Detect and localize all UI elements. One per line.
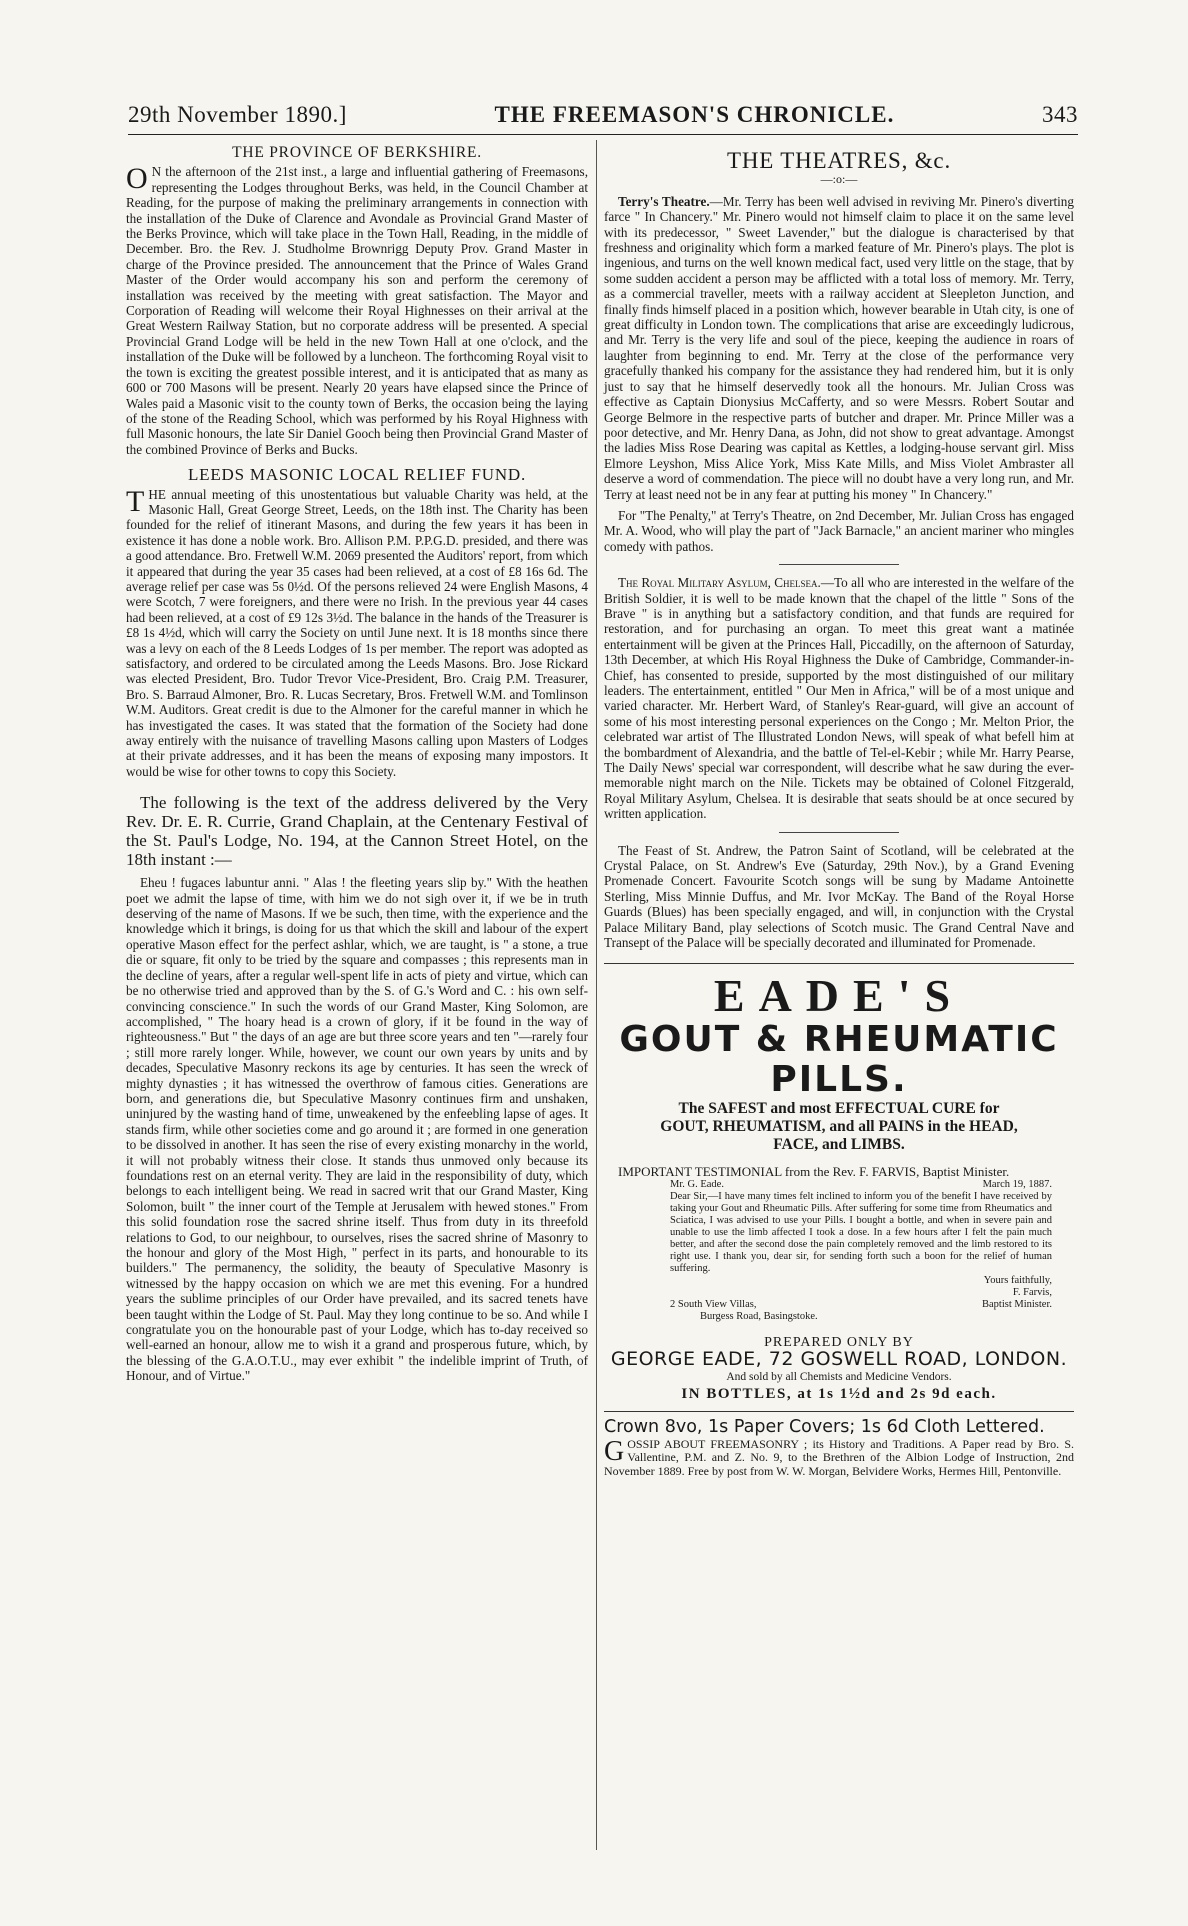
- asylum-body: —To all who are interested in the welfare of the British Soldier, it is well to be made known that the chapel of the little " Sons of the Brave " is in anything but a satisfactory condition, and that funds are required for restoration, and for purchasing an organ. To meet this great want a matinée entertainment will be given at the Princes Hall, Piccadilly, on the afternoon of Saturday, 13th December, at which His Royal Highness the Duke of Cambridge, Commander-in-Chief, has consented to preside, supported by the most distinguished of our military leaders. The entertainment, entitled " Our Men in Africa," will be of a most unique and varied character. Mr. Herbert Ward, of Stanley's Rear-guard, will give an account of some of his most interesting personal experiences on the Congo ; Mr. Melton Prior, the celebrated war artist of The Illustrated London News, will speak of what befell him at the bombardment of Alexandria, and the battle of Tel-el-Kebir ; while Mr. Harry Pearse, The Daily News' special war correspondent, will describe what he saw during the ever-memorable night march on the Nile. Tickets may be obtained of Colonel Fitzgerald, Royal Military Asylum, Chelsea. It is desirable that seats should be at once secured by written application.: [604, 575, 1074, 822]
- column-divider: [596, 140, 597, 1850]
- advert-top-rule: [604, 963, 1074, 964]
- advert-bottom-rule: [604, 1411, 1074, 1412]
- masthead-rule: [128, 134, 1078, 135]
- letter-address-2: Burgess Road, Basingstoke.: [700, 1310, 818, 1322]
- letter-address-1: 2 South View Villas,: [670, 1298, 757, 1310]
- leeds-article: [126, 467, 588, 779]
- address-intro: The following is the text of the address delivered by the Very Rev. Dr. E. R. Currie, Grand Chaplain, at the Centenary Festival of the St. Paul's Lodge, No. 194, at the Cannon Street Hotel, on the 18th instant :—: [126, 793, 588, 870]
- ad-tagline-3: FACE, and LIMBS.: [773, 1135, 905, 1153]
- ad-brand: EADE'S: [713, 969, 965, 1021]
- left-column: [126, 145, 588, 1384]
- eades-advert: [604, 969, 1074, 1403]
- st-andrew-body: The Feast of St. Andrew, the Patron Saint of Scotland, will be celebrated at the Crystal Palace, on St. Andrew's Eve (Saturday, 29th Nov.), by a Grand Evening Promenade Concert. Favourite Scotch songs will be sung by Madame Antoinette Sterling, Miss Minnie Duffus, and Mr. Ivor McKay. The Band of the Royal Horse Guards (Blues) has been specially engaged, and will, in conjunction with the Crystal Palace Military Band, play selections of Scotch music. The Grand Central Nave and Transept of the Palace will be specially decorated and illuminated for Promenade.: [604, 842, 1074, 951]
- letter-recipient: Mr. G. Eade.: [670, 1178, 724, 1190]
- right-column: [604, 145, 1074, 1478]
- letter-address-row: [670, 1299, 1052, 1311]
- address-article: [126, 793, 588, 1383]
- terry-lead: Terry's Theatre.: [618, 193, 710, 209]
- ad-tagline-1: The SAFEST and most EFFECTUAL CURE for: [678, 1099, 1000, 1117]
- ad-prepared: PREPARED ONLY BY: [764, 1334, 914, 1350]
- page-number: 343: [1041, 102, 1078, 127]
- letter-signature: F. Farvis,: [1012, 1286, 1052, 1298]
- letter-closing: Yours faithfully,: [983, 1274, 1052, 1286]
- gossip-body: GOSSIP ABOUT FREEMASONRY ; its History and Traditions. A Paper read by Bro. S. Vallentine, P.M. and Z. No. 9, to the Brethren of the Albion Lodge of Instruction, 2nd November 1889. Free by post from W. W. Morgan, Belvidere Works, Hermes Hill, Pentonville.: [604, 1435, 1074, 1478]
- theatres-heading: THE THEATRES, &c.: [727, 148, 951, 173]
- letter-header: [670, 1179, 1052, 1191]
- section-divider-2: [779, 832, 899, 833]
- ad-maker: GEORGE EADE, 72 GOSWELL ROAD, LONDON.: [610, 1348, 1068, 1371]
- letter-address-row-2: [700, 1311, 1052, 1323]
- terry-paragraph: [604, 194, 1074, 502]
- issue-date: 29th November 1890.]: [128, 102, 347, 127]
- ad-tagline-2: GOUT, RHEUMATISM, and all PAINS in the HEAD,: [660, 1117, 1018, 1135]
- penalty-paragraph: For "The Penalty," at Terry's Theatre, on 2nd December, Mr. Julian Cross has engaged Mr. A. Wood, who will play the part of "Jack Barnacle," an ancient mariner who mingles comedy with pathos.: [604, 507, 1074, 554]
- ad-bottles: IN BOTTLES, at 1s 1½d and 2s 9d each.: [681, 1386, 997, 1403]
- leeds-heading: LEEDS MASONIC LOCAL RELIEF FUND.: [187, 465, 527, 485]
- ad-sold: And sold by all Chemists and Medicine Vendors.: [726, 1370, 952, 1383]
- letter-body: Dear Sir,—I have many times felt inclined to inform you of the benefit I have received by taking your Gout and Rheumatic Pills. After suffering for some time from Rheumatics and Sciatica, I was advised to use your Pills. I bought a bottle, and when in severe pain and unable to use the limb affected I took a dose. In a few hours after I felt the pain much better, and after the second dose the pain completely removed and the limb restored to its right use. I thank you, dear sir, for sending forth such a boon for the relief of human suffering.: [670, 1190, 1052, 1274]
- letter-role: Baptist Minister.: [981, 1298, 1052, 1310]
- masthead: [128, 102, 1078, 134]
- berkshire-heading: THE PROVINCE OF BERKSHIRE.: [232, 144, 482, 161]
- address-body: Eheu ! fugaces labuntur anni. " Alas ! the fleeting years slip by." With the heathen poet we admit the lapse of time, with him we do not sigh over it, if we be in truth deserving of the name of Masons. If we be such, then time, with the experience and the knowledge which it brings, is doing for us that which the skill and labour of the expert operative Mason effect for the perfect ashlar, which, we are taught, is " a stone, a true die or square, fit only to be tried by the square and compasses ; this represents man in the decline of years, after a regular well-spent life in acts of piety and virtue, which can be no otherwise tried and approved than by the S. of G.'s Word and C. : his own self-convincing conscience." In such the words of our Grand Master, King Solomon, are accomplished, " The hoary head is a crown of glory, if it be found in the way of righteousness." But " the days of an age are but three score years and ten "—rarely four ; still more rarely longer. While, however, we count our own years by units and by decades, Speculative Masonry reckons its age by centuries. It has seen the wreck of mighty dynasties ; it has witnessed the overthrow of famous cities. Generations are born, and generations die, but Speculative Masonry continues firm and unshaken, uninjured by the wasting hand of time, unweakened by the enfeebling lapse of ages. It stands firm, while other societies come and go around it ; are formed in one generation to be dissolved in another. It has seen the rise of every existing monarchy in the world, it will not probably witness their close. It stands thus unmoved only because its foundations rest on an eternal verity. They are laid in the responsibility of duty, which belongs to each intelligent being. We read in sacred writ that our Grand Master, King Solomon, built " the inner court of the Temple at Jerusalem with hewed stones." From this solid foundation rose the sacred shrine itself. Thus from duty in its threefold relations to God, to our neighbour, to ourselves, rises the sacred shrine of Masonry to the honour and glory of the Most High, " perfect in its parts, and honourable to its builders." The permanency, the solidity, the beauty of Speculative Masonry is witnessed by the happy occasion on which we are met this evening. For a hundred years the sublime principles of our Order have prevailed, and its sacred tenets have been taught within the Lodge of St. Paul. May they long continue to be so. And while I congratulate you on the honourable past of your Lodge, which has to-day received so well-earned an honour, allow me to wish it a grand and prosperous future, which, by the blessing of the G.A.O.T.U., may ever exhibit " the indelible imprint of Truth, of Honour, and of Virtue.": [126, 875, 588, 1384]
- asylum-lead: The Royal Military Asylum, Chelsea.: [618, 575, 821, 591]
- publication-title: THE FREEMASON'S CHRONICLE.: [494, 102, 895, 127]
- theatres-separator: —:o:—: [820, 172, 858, 187]
- berkshire-article: [126, 145, 588, 457]
- st-andrew-article: [604, 843, 1074, 951]
- theatres-article: [604, 148, 1074, 554]
- terry-body: —Mr. Terry has been well advised in reviving Mr. Pinero's diverting farce " In Chancery." Mr. Pinero would not himself claim to place it on the same level with its predecessor, " Sweet Lavender," but the dialogue is characterised by that freshness and originality which form a marked feature of Mr. Pinero's plays. The plot is ingenious, and turns on the well known medical fact, used very little on the stage, that by some sudden accident a person may be afflicted with a total loss of memory. Mr. Terry, as a commercial traveller, meets with a railway accident at Sleepleton Junction, and finally finds himself placed in a position which, however bearable in Utah city, is one of great difficulty in London town. The complications that arise are exceedingly ludicrous, and Mr. Terry is the very life and soul of the piece, keeping the audience in roars of laughter from beginning to end. Mr. Terry at the close of the performance very gracefully thanked his company for the assistance they had rendered him, but it is only just to say that he himself deservedly took all the honours. Mr. Julian Cross was effective as Captain Dionysius McCafferty, and so were Messrs. Robert Soutar and George Belmore in the respective parts of butcher and draper. Mr. Prince Miller was a poor detective, and Mr. Henry Dana, as John, did not show to great advantage. Amongst the ladies Miss Rose Dearing was capital as Kettles, a lodging-house servant girl. Miss Elmore Leyshon, Miss Alice York, Miss Kate Mills, and Miss Violet Ambraster all deserve a word of commendation. The piece will no doubt have a very long run, and Mr. Terry at least need not be in any fear at putting his money " In Chancery.": [604, 193, 1074, 502]
- berkshire-body: ON the afternoon of the 21st inst., a large and influential gathering of Freemasons, representing the Lodges throughout Berks, was held, in the Council Chamber at Reading, for the purpose of making the preliminary arrangements in connection with the installation of the Duke of Clarence and Avondale as Provincial Grand Master of the Berks Province, which will take place in the Town Hall, Reading, in the middle of December. Bro. the Rev. J. Studholme Brownrigg Deputy Prov. Grand Master in charge of the Province presided. The announcement that the Prince of Wales Grand Master of the Order would accompany his son and perform the ceremony of installation was received by the meeting with great satisfaction. The Mayor and Corporation of Reading will welcome their Royal Highnesses on their arrival at the Great Western Railway Station, but no corporate address will be presented. A special Provincial Grand Lodge will be held in the new Town Hall at one o'clock, and the installation of the Duke will be followed by a luncheon. The forthcoming Royal visit to the town is exciting the greatest possible interest, and it is anticipated that as many as 600 or 700 Masons will be present. Nearly 20 years have elapsed since the Prince of Wales paid a Masonic visit to the county town of Berks, the occasion being the laying of the stone of the Reading School, which was performed by his Royal Highness with full Masonic honours, the late Sir Daniel Gooch being then Provincial Grand Master of the combined Province of Berks and Bucks.: [126, 162, 588, 457]
- asylum-paragraph: [604, 575, 1074, 822]
- section-divider-1: [779, 564, 899, 565]
- asylum-article: [604, 575, 1074, 822]
- testimonial-heading: IMPORTANT TESTIMONIAL from the Rev. F. FARVIS, Baptist Minister.: [618, 1163, 1010, 1179]
- gossip-advert: [604, 1416, 1074, 1479]
- ad-product: GOUT & RHEUMATIC PILLS.: [619, 1018, 1059, 1100]
- letter-date: March 19, 1887.: [982, 1178, 1052, 1190]
- gossip-price-line: Crown 8vo, 1s Paper Covers; 1s 6d Cloth Lettered.: [604, 1416, 1045, 1437]
- leeds-body: THE annual meeting of this unostentatious but valuable Charity was held, at the Masonic Hall, Great George Street, Leeds, on the 18th inst. The Charity has been founded for the relief of itinerant Masons, and during the few years it has been in existence it has done a noble work. Bro. Allison P.M. P.P.G.D. presided, and there was a good attendance. Bro. Fretwell W.M. 2069 presented the Auditors' report, from which it appeared that during the year 35 cases had been relieved, at a cost of £8 16s 6d. The average relief per case was 5s 0½d. Of the persons relieved 24 were English Masons, 4 were Scotch, 7 were foreigners, and there were no Irish. In the previous year 44 cases had been relieved, at a cost of £9 12s 3½d. The balance in the hands of the Treasurer is £8 1s 4½d, which will carry the Society on until June next. It is 18 months since there was a levy on each of the 8 Leeds Lodges of 1s per member. The report was adopted as satisfactory, and ordered to be circulated among the Leeds Masons. Bro. Jose Rickard was elected President, Bro. Tudor Trevor Vice-President, Bro. Craig P.M. Treasurer, Bro. S. Barraud Almoner, Bro. R. Lucas Secretary, Bros. Fretwell W.M. and Tomlinson W.M. Auditors. Great credit is due to the Almoner for the careful manner in which he has investigated the cases. It was stated that the formation of the Society had done away entirely with the nuisance of travelling Masons calling upon Masters of Lodges at their private addresses, and it has been the means of exposing many impostors. It would be wise for other towns to copy this Society.: [126, 484, 588, 779]
